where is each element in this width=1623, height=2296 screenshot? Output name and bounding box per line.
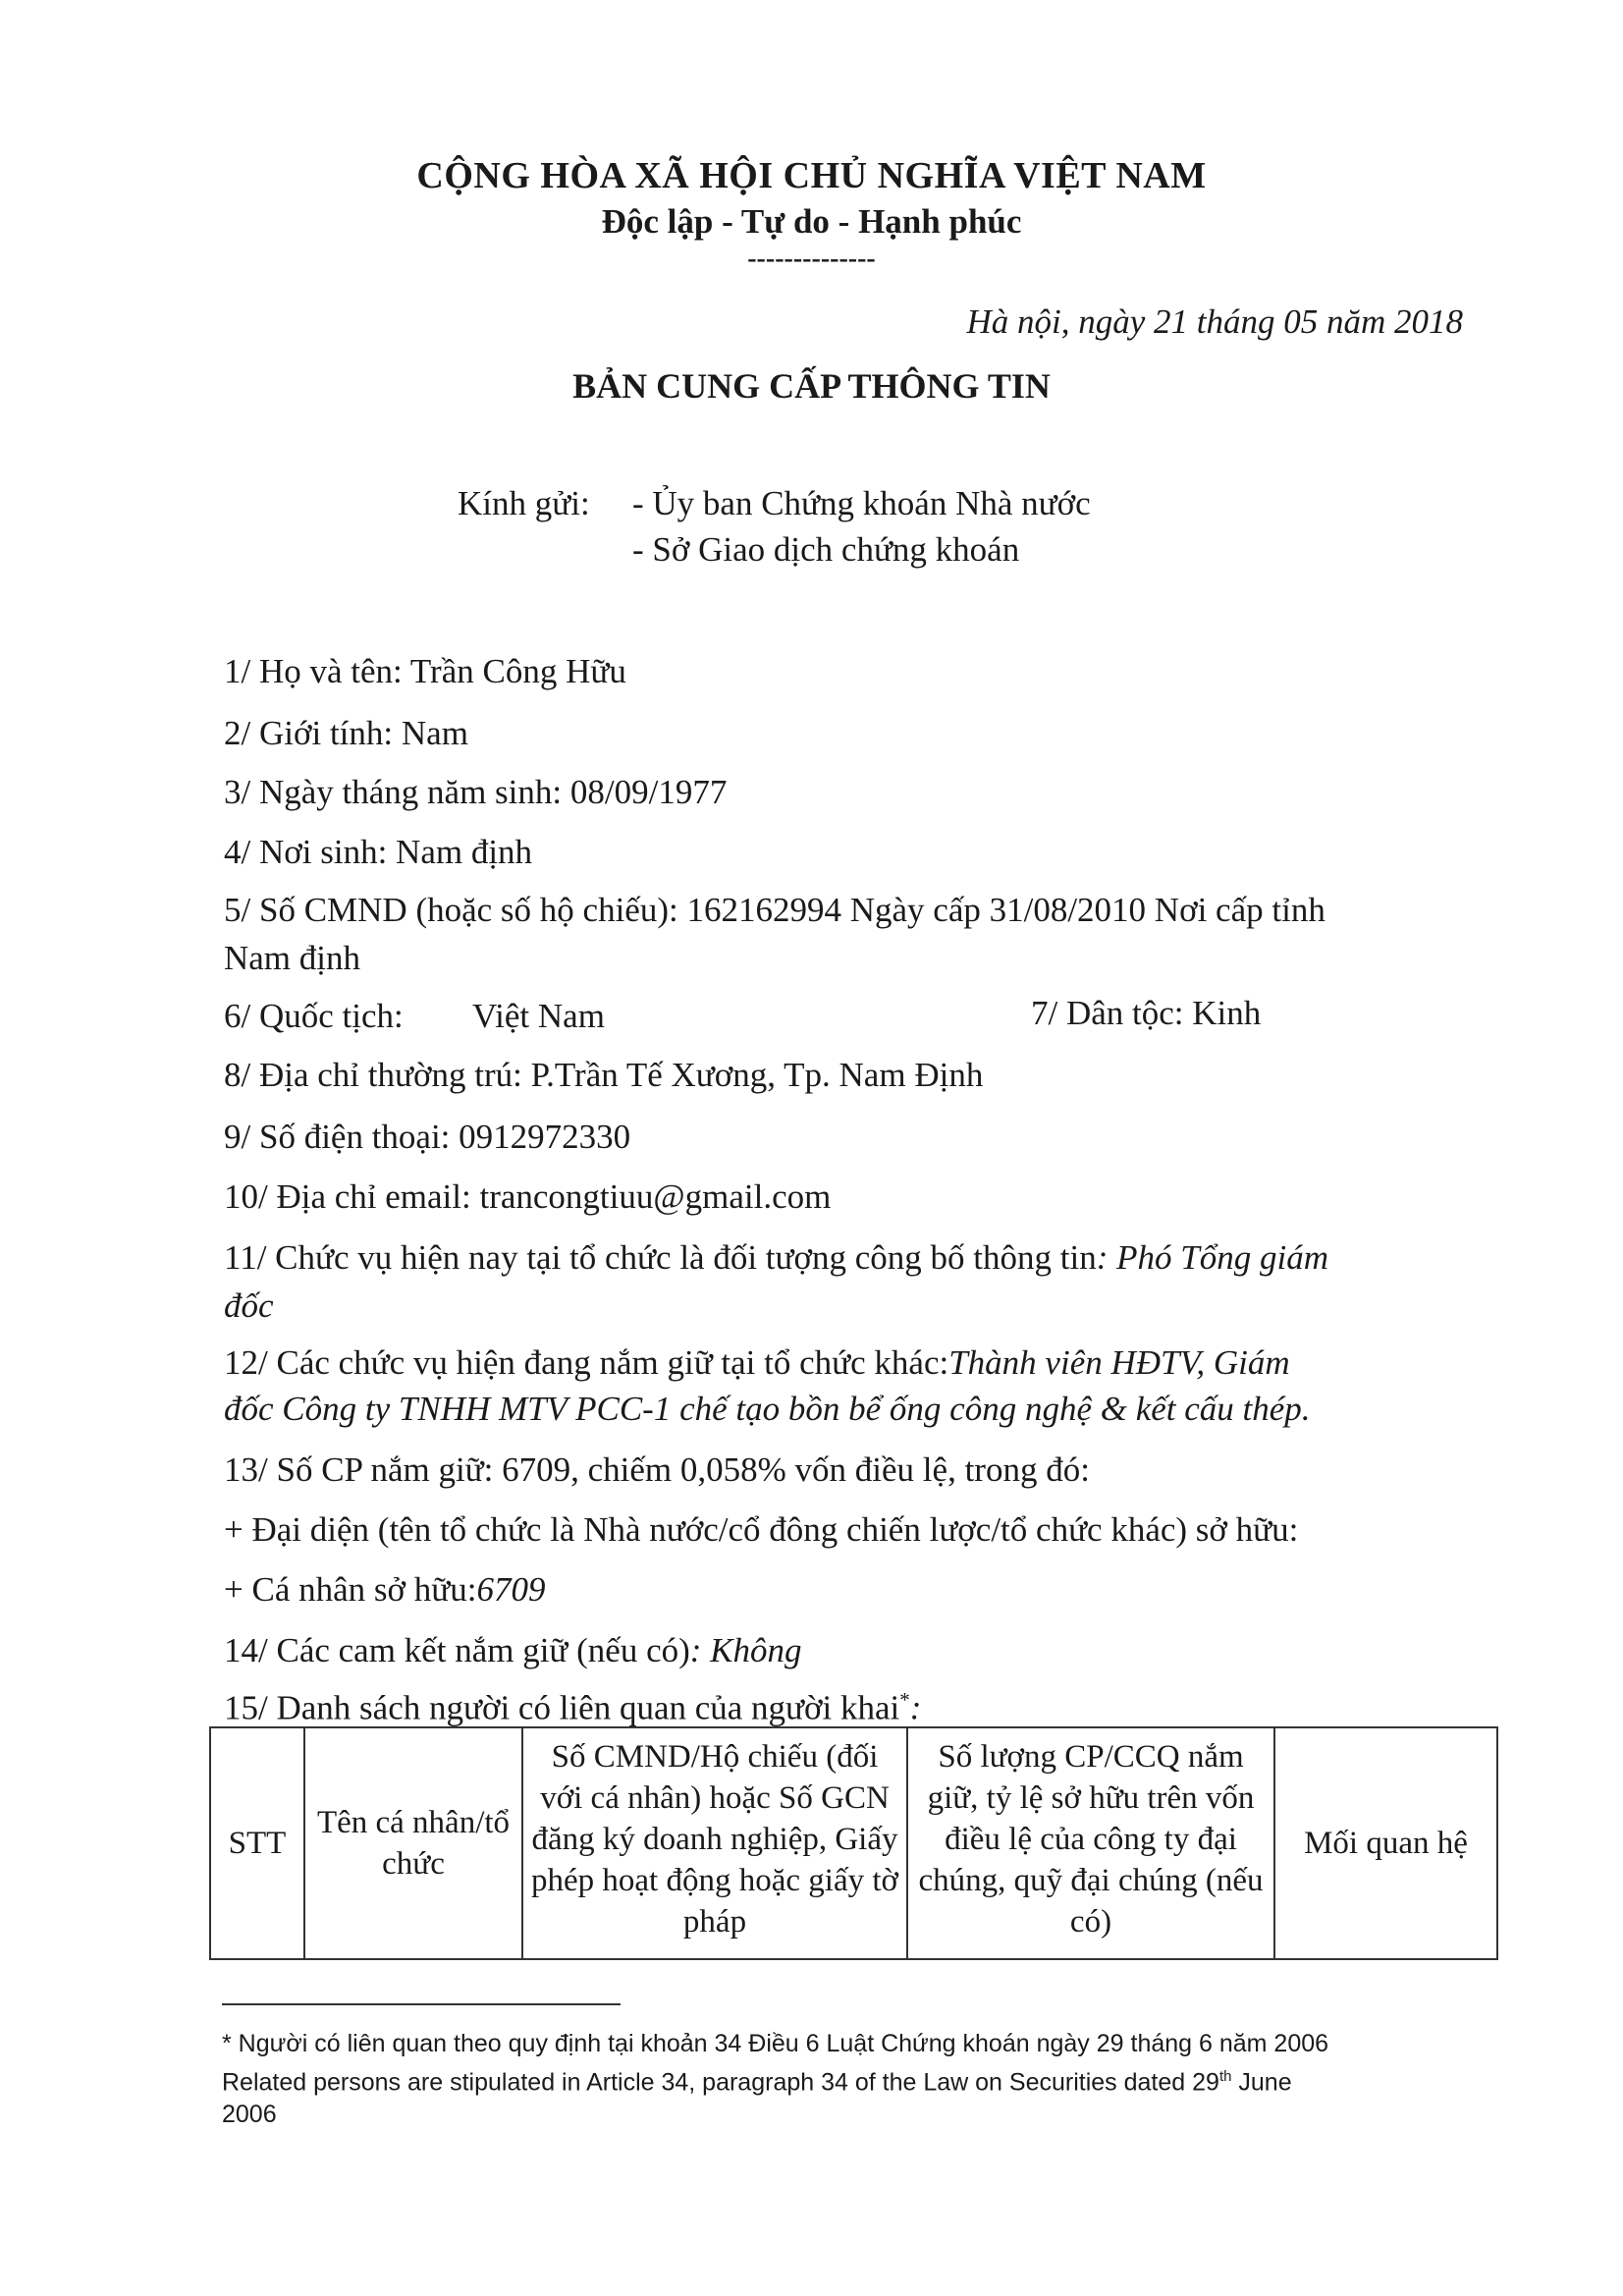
field-email: 10/ Địa chỉ email: trancongtiuu@gmail.com (224, 1177, 832, 1216)
field-current-position-value: : Phó Tổng giám (1096, 1238, 1328, 1277)
recipient-item: - Sở Giao dịch chứng khoán (632, 530, 1020, 569)
field-current-position-cont: đốc (224, 1286, 274, 1325)
field-current-position-label: 11/ Chức vụ hiện nay tại tổ chức là đối tượng công bố thông tin (224, 1238, 1097, 1277)
table-header-row (210, 1727, 1497, 1959)
footnote-divider (222, 2003, 621, 2005)
field-shares-representative: + Đại diện (tên tổ chức là Nhà nước/cổ đông chiến lược/tổ chức khác) sở hữu: (224, 1510, 1299, 1549)
table-header-relationship: Mối quan hệ (1274, 1727, 1497, 1959)
field-full-name: 1/ Họ và tên: Trần Công Hữu (224, 652, 626, 690)
footnote-line-year: 2006 (222, 2101, 277, 2129)
field-other-positions-value: Thành viên HĐTV, Giám (948, 1343, 1290, 1382)
field-current-position (224, 1238, 1463, 1278)
field-ethnicity: 7/ Dân tộc: Kinh (1031, 994, 1262, 1032)
field-birth-date: 3/ Ngày tháng năm sinh: 08/09/1977 (224, 773, 728, 811)
table-header-shares: Số lượng CP/CCQ nắm giữ, tỷ lệ sở hữu trên vốn điều lệ của công ty đại chúng, quỹ đại chúng (nếu có) (907, 1727, 1274, 1959)
footnote-marker: * (899, 1688, 910, 1712)
field-commitments-label: 14/ Các cam kết nắm giữ (nếu có) (224, 1631, 690, 1669)
field-gender: 2/ Giới tính: Nam (224, 714, 468, 752)
related-persons-table (209, 1726, 1498, 1960)
field-commitments (224, 1631, 1463, 1670)
field-birth-place: 4/ Nơi sinh: Nam định (224, 833, 533, 871)
field-nationality-value: Việt Nam (472, 997, 605, 1035)
field-shares-individual (224, 1570, 1463, 1610)
field-id-issue-place: Nam định (224, 939, 361, 977)
field-related-persons (224, 1688, 1463, 1728)
field-shares-individual-label: + Cá nhân sở hữu: (224, 1570, 477, 1609)
footnote-line-vi: * Người có liên quan theo quy định tại khoản 34 Điều 6 Luật Chứng khoán ngày 29 tháng 6 năm 2006 (222, 2030, 1329, 2057)
field-other-positions-cont: đốc Công ty TNHH MTV PCC-1 chế tạo bồn bể ống công nghệ & kết cấu thép. (224, 1390, 1311, 1428)
document-title: BẢN CUNG CẤP THÔNG TIN (572, 366, 1051, 406)
field-other-positions (224, 1343, 1463, 1383)
footnote (222, 2028, 1498, 2131)
motto-heading: Độc lập - Tự do - Hạnh phúc (601, 202, 1022, 241)
country-heading: CỘNG HÒA XÃ HỘI CHỦ NGHĨA VIỆT NAM (416, 155, 1207, 196)
field-other-positions-label: 12/ Các chức vụ hiện đang nắm giữ tại tổ chức khác: (224, 1343, 949, 1382)
field-shares-individual-value: 6709 (476, 1570, 546, 1609)
field-commitments-value: : Không (689, 1631, 802, 1669)
field-permanent-address: 8/ Địa chỉ thường trú: P.Trần Tế Xương, Tp. Nam Định (224, 1056, 984, 1094)
recipient-label: Kính gửi: (458, 484, 590, 522)
field-nationality-label: 6/ Quốc tịch: (224, 997, 404, 1035)
field-id-number: 5/ Số CMND (hoặc số hộ chiếu): 162162994 Ngày cấp 31/08/2010 Nơi cấp tỉnh (224, 891, 1325, 929)
table-header-name: Tên cá nhân/tổ chức (304, 1727, 522, 1959)
date-line: Hà nội, ngày 21 tháng 05 năm 2018 (966, 302, 1463, 341)
recipient-item: - Ủy ban Chứng khoán Nhà nước (632, 484, 1091, 522)
field-phone: 9/ Số điện thoại: 0912972330 (224, 1118, 631, 1156)
field-related-persons-label: 15/ Danh sách người có liên quan của người khai (224, 1688, 900, 1727)
header-separator: -------------- (747, 244, 876, 274)
table-header-id: Số CMND/Hộ chiếu (đối với cá nhân) hoặc Số GCN đăng ký doanh nghiệp, Giấy phép hoạt động hoặc giấy tờ pháp (522, 1727, 907, 1959)
field-shares-held: 13/ Số CP nắm giữ: 6709, chiếm 0,058% vốn điều lệ, trong đó: (224, 1450, 1090, 1489)
footnote-line-en: Related persons are stipulated in Article 34, paragraph 34 of the Law on Securities dated 29th June (222, 2068, 1292, 2097)
table-header-stt: STT (210, 1727, 304, 1959)
field-related-persons-colon: : (909, 1688, 922, 1727)
